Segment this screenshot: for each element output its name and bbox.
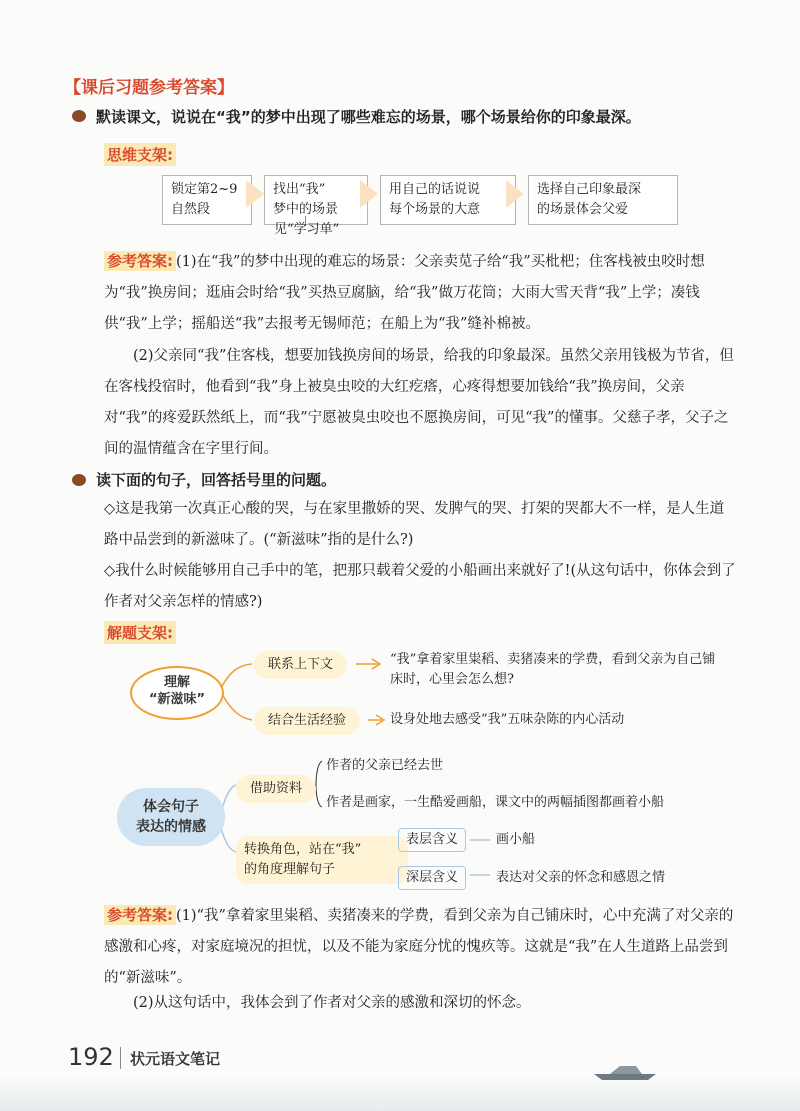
flow-step-1: 锁定第2~9 自然段 xyxy=(162,175,252,225)
mind-map-2-branch-2-b: 深层含义 xyxy=(398,866,466,890)
mind-map-2-branch-2-a: 表层含义 xyxy=(398,828,466,852)
q2-answer-text-2: (2)从这句话中，我体会到了作者对父亲的感激和深切的怀念。 xyxy=(133,995,531,1011)
q1-answer-1 xyxy=(104,246,736,340)
bullet-dot-icon xyxy=(72,474,86,486)
flow-arrow-icon xyxy=(360,180,378,208)
page-number: 192 xyxy=(68,1043,114,1071)
mind-map-2-branch-1-a: 作者的父亲已经去世 xyxy=(326,758,444,773)
mind-map-2-branch-1: 借助资料 xyxy=(236,775,316,803)
boat-icon xyxy=(590,1058,660,1082)
flow-arrow-icon xyxy=(246,180,264,208)
q1-answer-label: 参考答案: xyxy=(104,251,176,271)
q2-answer-2 xyxy=(104,988,736,1019)
mind-map-1-center: 理解 “新滋味” xyxy=(148,675,206,707)
book-title: 状元语文笔记 xyxy=(130,1050,221,1068)
mind-map-2-center: 体会句子 表达的情感 xyxy=(136,799,206,835)
mind-map-1-branch-2-text: 设身处地去感受“我”五味杂陈的内心活动 xyxy=(390,712,625,727)
section-title: 【课后习题参考答案】 xyxy=(64,78,234,98)
question-2: 读下面的句子，回答括号里的问题。 xyxy=(96,471,337,489)
q2-item-1: ◇这是我第一次真正心酸的哭，与在家里撒娇的哭、发脾气的哭、打架的哭都大不一样，是人生道路中品尝到的新滋味了。(“新滋味”指的是什么?) xyxy=(104,501,725,548)
footer-wave-decoration xyxy=(0,1075,800,1111)
flow-step-4: 选择自己印象最深 的场景体会父爱 xyxy=(528,175,678,225)
mind-map-2-branch-2-b-text: 表达对父亲的怀念和感恩之情 xyxy=(496,870,666,885)
mind-map-2-branch-2: 转换角色，站在“我” 的角度理解句子 xyxy=(236,836,408,884)
flow-step-3: 用自己的话说说 每个场景的大意 xyxy=(380,175,516,225)
q2-answer-1 xyxy=(104,900,736,994)
mind-map-1-branch-2: 结合生活经验 xyxy=(254,707,360,735)
footer-divider xyxy=(120,1047,121,1069)
flow-step-2: 找出“我” 梦中的场景 xyxy=(264,175,368,225)
flow-arrow-icon xyxy=(506,180,524,208)
mind-map-1-branch-1-text: “我”拿着家里粜稻、卖猪凑来的学费，看到父亲为自己铺床时，心里会怎么想? xyxy=(390,652,716,688)
q2-answer-label: 参考答案: xyxy=(104,905,176,925)
q2-frame-label: 解题支架: xyxy=(104,621,176,644)
mind-map-2-branch-2-a-text: 画小船 xyxy=(496,832,536,847)
question-1: 默读课文，说说在“我”的梦中出现了哪些难忘的场景，哪个场景给你的印象最深。 xyxy=(96,108,641,126)
q2-answer-text-1: (1)“我”拿着家里粜稻、卖猪凑来的学费，看到父亲为自己铺床时，心中充满了对父亲的感激和心疼，对家庭境况的担忧，以及不能为家庭分忧的愧疚等。这就是“我”在人生道路上品尝到的“新滋味”。 xyxy=(104,908,734,986)
q1-answer-text-2: (2)父亲同“我”住客栈，想要加钱换房间的场景，给我的印象最深。虽然父亲用钱极为节省，但在客栈投宿时，他看到“我”身上被臭虫咬的大红疙瘩，心疼得想要加钱给“我”换房间，父亲对“我”的疼爱跃然纸上，而“我”宁愿被臭虫咬也不愿换房间，可见“我”的懂事。父慈子孝，父子之间的温情蕴含在字里行间。 xyxy=(104,348,734,457)
q1-answer-2 xyxy=(104,341,736,465)
bullet-dot-icon xyxy=(72,110,86,122)
q1-answer-text-1: (1)在“我”的梦中出现的难忘的场景：父亲卖苋子给“我”买枇杷；住客栈被虫咬时想为“我”换房间；逛庙会时给“我”买热豆腐脑，给“我”做万花筒；大雨大雪天背“我”上学；凑钱供“我”上学；摇船送“我”去报考无锡师范；在船上为“我”缝补棉被。 xyxy=(104,254,705,332)
q1-frame-label: 思维支架: xyxy=(104,143,176,166)
mind-map-2-branch-1-b: 作者是画家，一生酷爱画船，课文中的两幅插图都画着小船 xyxy=(326,795,665,810)
flow-note: 见“学习单” xyxy=(274,222,340,237)
q2-item-2: ◇我什么时候能够用自己手中的笔，把那只载着父爱的小船画出来就好了!(从这句话中，你体会到了作者对父亲怎样的情感?) xyxy=(104,563,736,610)
mind-map-1-branch-1: 联系上下文 xyxy=(254,651,347,679)
